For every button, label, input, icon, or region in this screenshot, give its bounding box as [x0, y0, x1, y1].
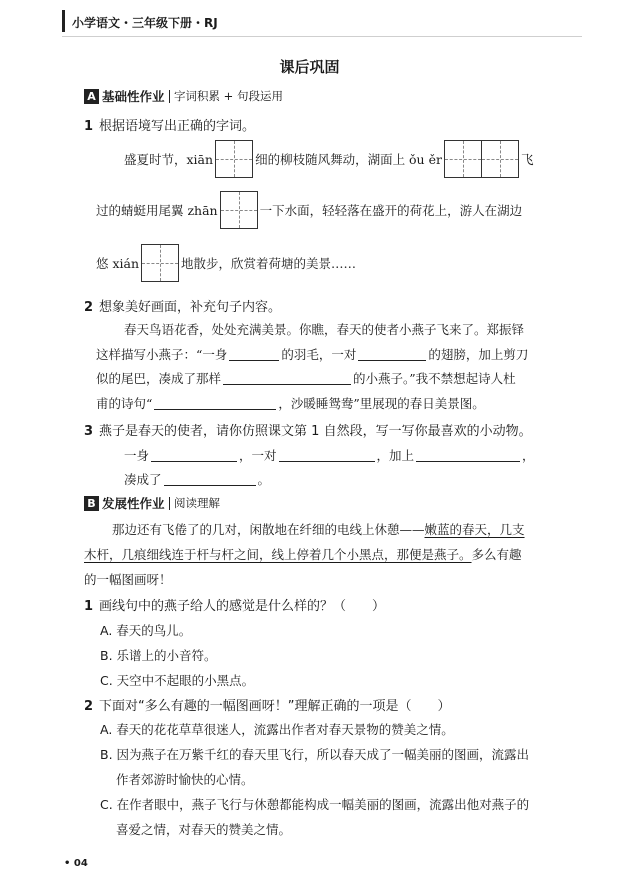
answer-blank[interactable]	[279, 448, 375, 462]
answer-blank[interactable]	[223, 371, 351, 385]
b-q1-prompt: 画线句中的燕子给人的感觉是什么样的？（ ）	[99, 599, 386, 614]
header-rule	[62, 10, 65, 32]
char-box[interactable]	[141, 244, 179, 282]
page-number: • 04	[64, 858, 88, 869]
a-q3-number: 3	[84, 424, 94, 439]
a-question-1	[84, 115, 255, 134]
char-box[interactable]	[220, 191, 258, 229]
a-q3-l2-text2: 。	[257, 472, 271, 487]
a-q1-line-3	[96, 244, 356, 282]
section-a-separator	[169, 90, 171, 103]
b-q1-option-a[interactable]: A. 春天的鸟儿。	[100, 623, 192, 638]
section-b-heading	[84, 494, 220, 512]
a-q1-line3-text1: 悠 xián	[96, 256, 140, 271]
b-question-1	[84, 595, 385, 614]
b-q1-option-c[interactable]: C. 天空中不起眼的小黑点。	[100, 673, 255, 688]
answer-blank[interactable]	[229, 347, 279, 361]
char-box[interactable]	[481, 140, 519, 178]
a-q2-p4-text2: ，沙暖睡鸳鸯”里展现的春日美景图。	[278, 396, 485, 411]
a-q1-line1-text2: 细的柳枝随风舞动，湖面上 ǒu ěr	[255, 152, 442, 167]
a-q1-line3-text2: 地散步，欣赏着荷塘的美景……	[181, 256, 357, 271]
a-q1-line2-text2: 一下水面，轻轻落在盛开的荷花上，游人在湖边	[259, 203, 523, 218]
a-q2-p2-text3: 的翅膀，加上剪刀	[428, 347, 529, 362]
b-question-2	[84, 695, 451, 714]
a-q1-line2-text1: 过的蜻蜓用尾翼 zhān	[96, 203, 218, 218]
answer-blank[interactable]	[154, 396, 276, 410]
answer-blank[interactable]	[358, 347, 426, 361]
b-q2-prompt: 下面对“多么有趣的一幅图画呀！”理解正确的一项是（ ）	[99, 699, 451, 714]
a-q3-l2-text1: 凑成了	[124, 472, 162, 487]
b-q1-option-b[interactable]: B. 乐谱上的小音符。	[100, 648, 217, 663]
a-q2-prompt: 想象美好画面，补充句子内容。	[99, 300, 282, 315]
a-q2-p3-text1: 似的尾巴，凑成了那样	[96, 371, 222, 386]
answer-blank[interactable]	[164, 472, 256, 486]
section-a-badge: A	[84, 89, 99, 104]
b-passage-l1-underlined: 嫩蓝的春天，几支	[424, 522, 525, 537]
a-q2-p4-text1: 甫的诗句“	[96, 396, 153, 411]
a-q2-number: 2	[84, 300, 94, 315]
a-q3-line-2	[124, 470, 270, 488]
a-question-2	[84, 296, 281, 315]
b-passage-l1-text: 那边还有飞倦了的几对，闲散地在纤细的电线上休憩——	[112, 522, 425, 537]
page-title: 课后巩固	[279, 58, 340, 76]
a-q2-p2-text1: 这样描写小燕子：“一身	[96, 347, 228, 362]
section-b-badge: B	[84, 496, 99, 511]
a-q3-l1-text3: ，加上	[376, 448, 415, 463]
b-q2-option-a[interactable]: A. 春天的花花草草很迷人，流露出作者对春天景物的赞美之情。	[100, 722, 454, 737]
b-q2-option-b-line-2[interactable]: 作者郊游时愉快的心情。	[116, 772, 254, 787]
a-q3-l1-text2: ，一对	[239, 448, 277, 463]
section-a-heading	[84, 87, 283, 105]
a-q1-line-1	[124, 140, 533, 178]
header-divider	[62, 36, 582, 37]
answer-blank[interactable]	[151, 448, 237, 462]
b-passage-line-3: 的一幅图画呀！	[84, 572, 172, 587]
a-q2-p3-text2: 的小燕子。”我不禁想起诗人杜	[353, 371, 516, 386]
a-q3-line-1	[124, 446, 535, 464]
b-passage-l2-underlined: 木杆，几痕细线连于杆与杆之间，线上停着几个小黑点，那便是燕子。	[84, 547, 472, 562]
b-q1-number: 1	[84, 599, 94, 614]
a-q1-number: 1	[84, 119, 94, 134]
section-a-title: 基础性作业	[102, 89, 165, 104]
section-b-title: 发展性作业	[102, 496, 165, 511]
a-q1-line1-text1: 盛夏时节，xiān	[124, 152, 214, 167]
char-box[interactable]	[444, 140, 482, 178]
a-q2-p2-text2: 的羽毛，一对	[281, 347, 357, 362]
a-q2-para-2	[96, 345, 528, 363]
answer-blank[interactable]	[416, 448, 520, 462]
a-q1-prompt: 根据语境写出正确的字词。	[99, 119, 256, 134]
section-b-subtitle: 阅读理解	[174, 496, 221, 510]
b-q2-option-b-line-1[interactable]: B. 因为燕子在万紫千红的春天里飞行，所以春天成了一幅美丽的图画，流露出	[100, 747, 530, 762]
b-q2-option-c-line-1[interactable]: C. 在作者眼中，燕子飞行与休憩都能构成一幅美丽的图画，流露出他对燕子的	[100, 797, 530, 812]
a-q2-para-3	[96, 369, 516, 387]
b-passage-line-1	[112, 520, 525, 538]
a-q2-para-1: 春天鸟语花香，处处充满美景。你瞧，春天的使者小燕子飞来了。郑振铎	[124, 322, 525, 337]
b-passage-l2-text: 多么有趣	[471, 547, 522, 562]
a-q1-line1-text3: 飞	[520, 152, 534, 167]
book-header: 小学语文・三年级下册・RJ	[72, 16, 218, 30]
a-q2-para-4	[96, 394, 485, 412]
a-q3-prompt: 燕子是春天的使者，请你仿照课文第 1 自然段，写一写你最喜欢的小动物。	[99, 424, 532, 439]
a-q3-l1-text1: 一身	[124, 448, 150, 463]
b-q2-option-c-line-2[interactable]: 喜爱之情，对春天的赞美之情。	[116, 822, 292, 837]
a-q1-line-2	[96, 191, 522, 229]
char-box[interactable]	[215, 140, 253, 178]
b-q2-number: 2	[84, 699, 94, 714]
a-question-3	[84, 420, 532, 439]
section-a-subtitle: 字词积累 + 句段运用	[174, 89, 283, 103]
b-passage-line-2	[84, 545, 522, 563]
section-b-separator	[169, 497, 171, 510]
a-q3-l1-text4: ，	[522, 448, 535, 463]
